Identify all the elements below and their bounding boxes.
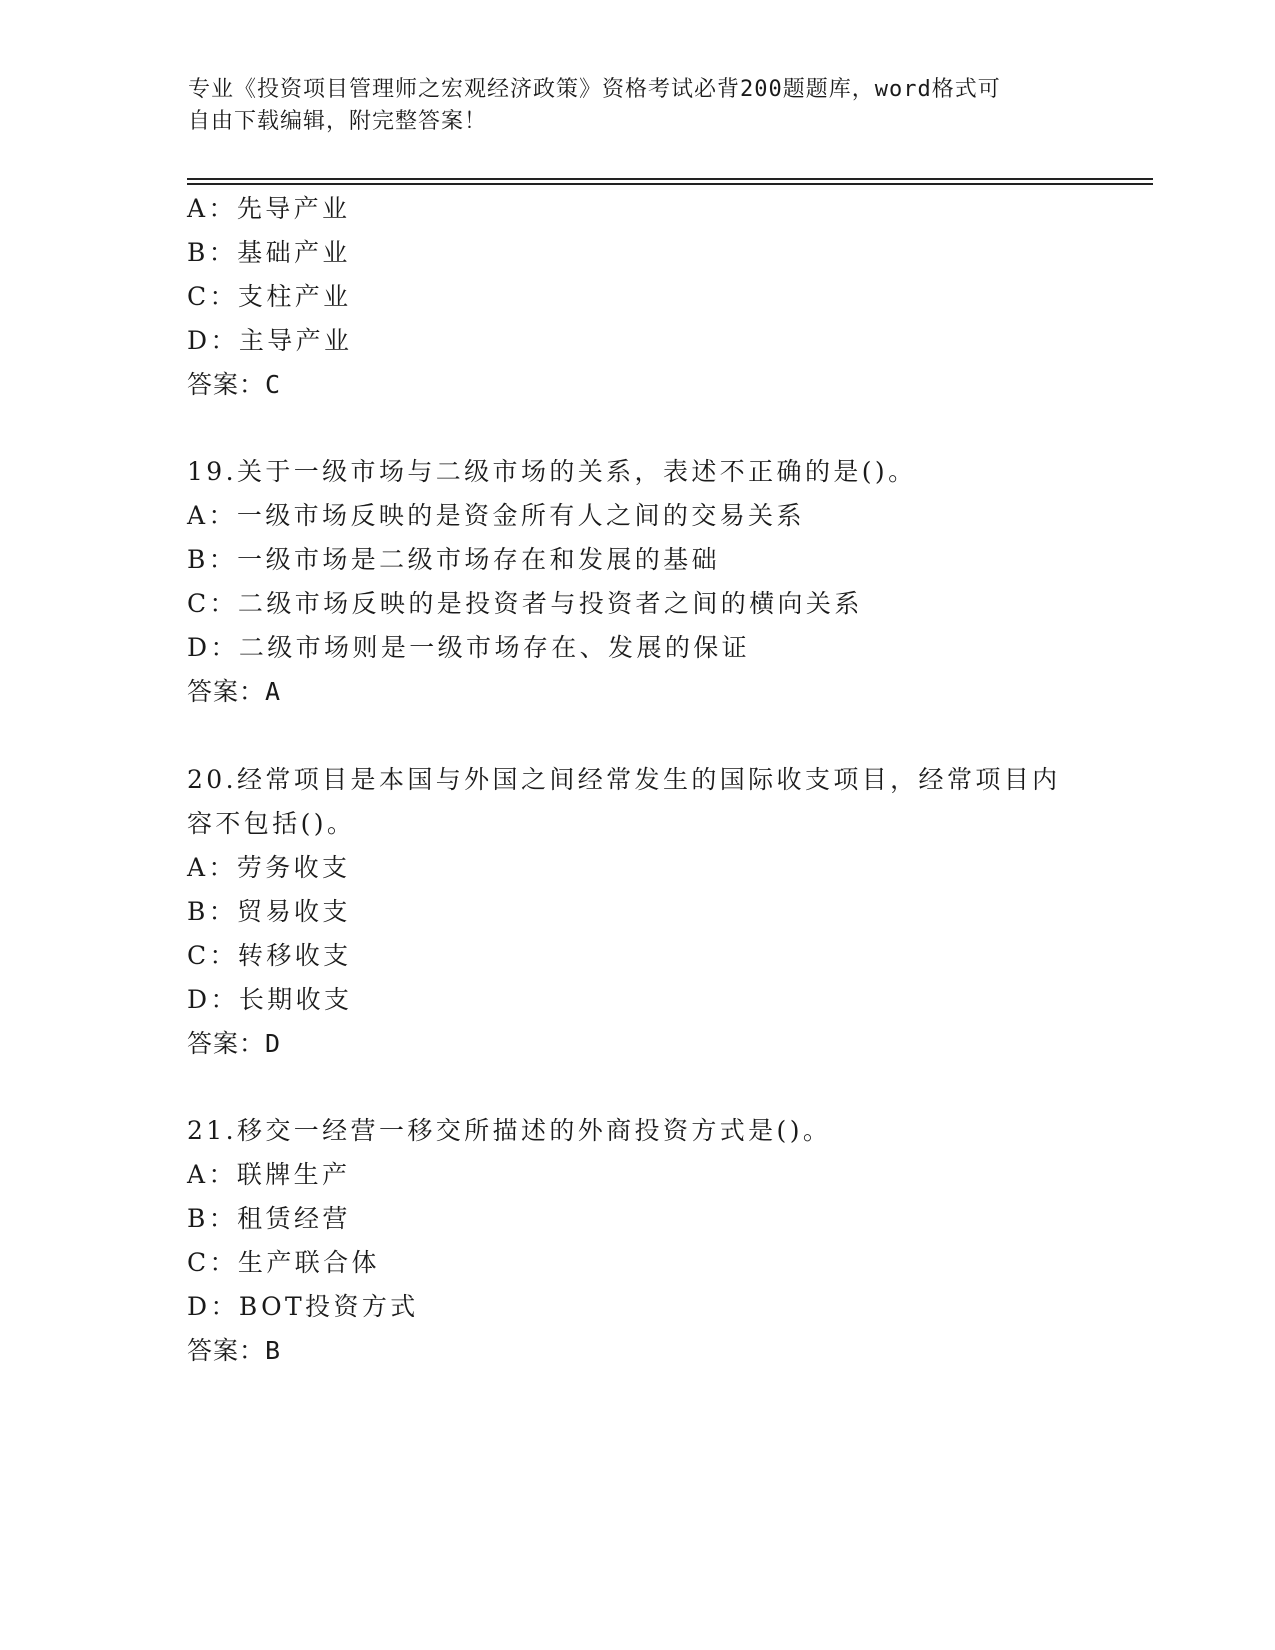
q20-option-a: A：劳务收支: [187, 853, 351, 882]
q19-question: 19.关于一级市场与二级市场的关系，表述不正确的是()。: [187, 457, 917, 486]
q18-option-b: B：基础产业: [187, 238, 351, 267]
q21-question: 21.移交一经营一移交所描述的外商投资方式是()。: [187, 1116, 832, 1145]
q19-option-b: B：一级市场是二级市场存在和发展的基础: [187, 545, 720, 574]
q18-option-d: D：主导产业: [187, 326, 353, 355]
q20-option-d: D：长期收支: [187, 985, 353, 1014]
q21-option-d: D：BOT投资方式: [187, 1292, 419, 1321]
q21-option-a: A：联牌生产: [187, 1160, 351, 1189]
q18-answer: 答案：C: [187, 370, 282, 399]
q20-answer: 答案：D: [187, 1029, 282, 1058]
q20-question-line-2: 容不包括()。: [187, 809, 356, 838]
q20-question-line-1: 20.经常项目是本国与外国之间经常发生的国际收支项目，经常项目内: [187, 765, 1061, 794]
q18-option-a: A：先导产业: [187, 194, 351, 223]
header-divider-second: [187, 183, 1153, 185]
header-divider: [187, 178, 1153, 180]
q18-option-c: C：支柱产业: [187, 282, 352, 311]
document-header: [188, 74, 1068, 138]
q20-option-b: B：贸易收支: [187, 897, 351, 926]
q19-option-a: A：一级市场反映的是资金所有人之间的交易关系: [187, 501, 805, 530]
q21-answer: 答案：B: [187, 1336, 282, 1365]
q21-option-c: C：生产联合体: [187, 1248, 380, 1277]
q19-answer: 答案：A: [187, 677, 282, 706]
q21-option-b: B：租赁经营: [187, 1204, 351, 1233]
q19-option-d: D：二级市场则是一级市场存在、发展的保证: [187, 633, 751, 662]
q20-option-c: C：转移收支: [187, 941, 352, 970]
header-line-1: 专业《投资项目管理师之宏观经济政策》资格考试必背200题题库，word格式可: [188, 77, 1001, 102]
q19-option-c: C：二级市场反映的是投资者与投资者之间的横向关系: [187, 589, 863, 618]
header-line-2: 自由下载编辑，附完整答案！: [188, 109, 488, 134]
